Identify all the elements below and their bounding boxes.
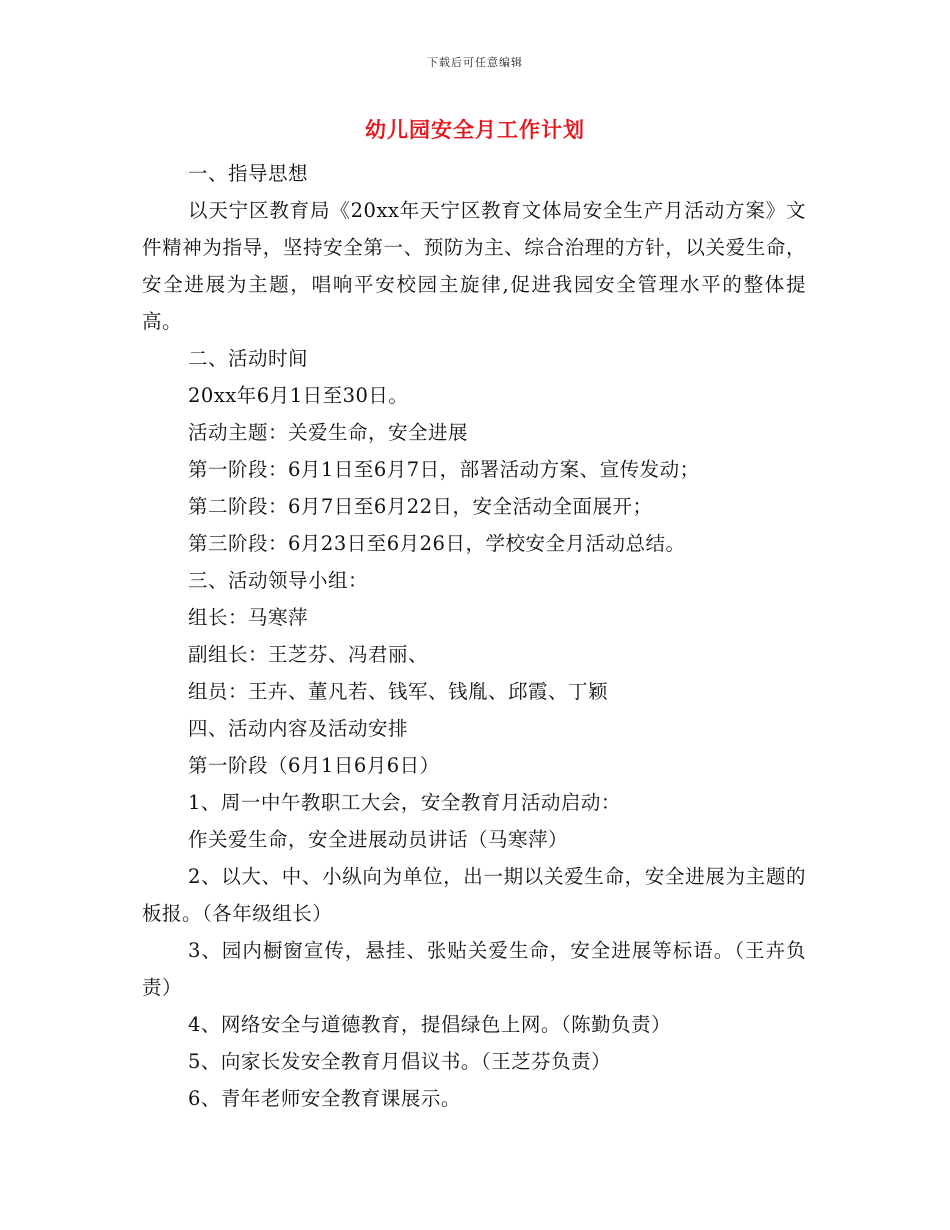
paragraph-group-leader: 组长：马寒萍 (188, 606, 309, 629)
list-item-6: 6、青年老师安全教育课展示。 (188, 1087, 461, 1110)
paragraph-mobilization-speech: 作关爱生命，安全进展动员讲话（马寒萍） (188, 828, 569, 851)
heading-guiding-ideology: 一、指导思想 (188, 162, 309, 185)
paragraph-phase-one: 第一阶段：6月1日至6月7日，部署活动方案、宣传发动； (188, 458, 700, 481)
heading-leadership-group: 三、活动领导小组： (188, 569, 369, 592)
list-item-5: 5、向家长发安全教育月倡议书。（王芝芬负责） (188, 1050, 612, 1073)
list-item-3: 3、园内橱窗宣传，悬挂、张贴关爱生命，安全进展等标语。（王卉负责） (142, 939, 806, 999)
header-note: 下载后可任意编辑 (427, 56, 523, 69)
paragraph-phase-one-dates: 第一阶段（6月1日6月6日） (188, 754, 440, 777)
paragraph-date-range: 20xx年6月1日至30日。 (188, 384, 409, 407)
paragraph-group-members: 组员：王卉、董凡若、钱军、钱胤、邱霞、丁颖 (188, 680, 609, 703)
document-title: 幼儿园安全月工作计划 (365, 118, 585, 142)
list-item-4: 4、网络安全与道德教育，提倡绿色上网。（陈勤负责） (188, 1013, 672, 1036)
paragraph-guiding-ideology: 以天宁区教育局《20xx年天宁区教育文体局安全生产月活动方案》文件精神为指导，坚持安全第一、预防为主、综合治理的方针，以关爱生命，安全进展为主题，唱响平安校园主旋律,促进我园安全管理水平的整体提高。 (142, 199, 806, 333)
paragraph-phase-three: 第三阶段：6月23日至6月26日，学校安全月活动总结。 (188, 532, 686, 555)
paragraph-activity-theme: 活动主题：关爱生命，安全进展 (188, 421, 469, 444)
heading-activity-time: 二、活动时间 (188, 347, 309, 370)
list-item-2: 2、以大、中、小纵向为单位，出一期以关爱生命，安全进展为主题的板报。（各年级组长） (142, 865, 806, 925)
document-body (142, 155, 806, 1117)
heading-activity-content: 四、活动内容及活动安排 (188, 717, 409, 740)
list-item-1: 1、周一中午教职工大会，安全教育月活动启动： (188, 791, 621, 814)
paragraph-phase-two: 第二阶段：6月7日至6月22日，安全活动全面展开； (188, 495, 653, 518)
paragraph-deputy-leaders: 副组长：王芝芬、冯君丽、 (188, 643, 429, 666)
